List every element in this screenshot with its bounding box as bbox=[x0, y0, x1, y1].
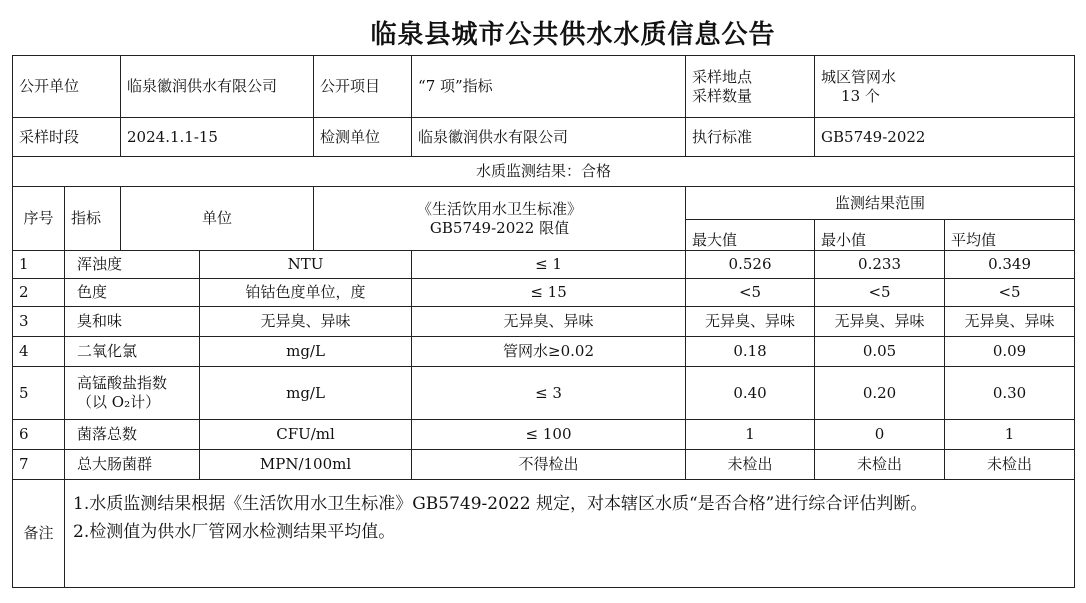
row-indicator-line2: （以 O₂计） bbox=[77, 393, 161, 411]
header-limit bbox=[314, 187, 686, 251]
standard-label: 执行标准 bbox=[686, 118, 815, 157]
row-max: 0.526 bbox=[686, 251, 815, 279]
period-label: 采样时段 bbox=[13, 118, 121, 157]
row-avg: <5 bbox=[945, 279, 1075, 307]
period-value: 2024.1.1-15 bbox=[121, 118, 314, 157]
row-indicator: 臭和味 bbox=[65, 307, 200, 337]
row-indicator: 二氧化氯 bbox=[65, 337, 200, 367]
row-limit: ≤ 100 bbox=[412, 420, 686, 450]
header-no: 序号 bbox=[13, 187, 65, 251]
open-unit-value: 临泉徽润供水有限公司 bbox=[121, 56, 314, 118]
row-avg: 0.30 bbox=[945, 367, 1075, 420]
row-max: 0.40 bbox=[686, 367, 815, 420]
row-min: 0 bbox=[815, 420, 945, 450]
row-indicator: 色度 bbox=[65, 279, 200, 307]
open-item-label: 公开项目 bbox=[314, 56, 412, 118]
page-title: 临泉县城市公共供水水质信息公告 bbox=[370, 20, 776, 50]
sample-location-label: 采样地点 bbox=[692, 67, 753, 86]
sample-location-value: 城区管网水 bbox=[821, 67, 897, 86]
header-limit-line2: GB5749-2022 限值 bbox=[429, 218, 570, 237]
open-item-value: “7 项”指标 bbox=[412, 56, 686, 118]
header-max: 最大值 bbox=[686, 220, 815, 251]
row-avg: 未检出 bbox=[945, 450, 1075, 480]
table-row bbox=[13, 367, 1075, 420]
row-max: 0.18 bbox=[686, 337, 815, 367]
header-unit: 单位 bbox=[121, 187, 314, 251]
row-avg: 0.09 bbox=[945, 337, 1075, 367]
row-avg: 0.349 bbox=[945, 251, 1075, 279]
result-summary: 水质监测结果：合格 bbox=[13, 157, 1075, 187]
row-limit: ≤ 1 bbox=[412, 251, 686, 279]
row-min: 0.20 bbox=[815, 367, 945, 420]
row-min: 0.05 bbox=[815, 337, 945, 367]
row-unit: 铂钴色度单位，度 bbox=[200, 279, 412, 307]
row-indicator: 总大肠菌群 bbox=[65, 450, 200, 480]
row-indicator bbox=[65, 367, 200, 420]
table-row bbox=[13, 279, 1075, 307]
note-line-1: 1.水质监测结果根据《生活饮用水卫生标准》GB5749-2022 规定，对本辖区水质“是否合格”进行综合评估判断。 bbox=[73, 494, 928, 514]
row-min: 0.233 bbox=[815, 251, 945, 279]
header-avg: 平均值 bbox=[945, 220, 1075, 251]
row-max: <5 bbox=[686, 279, 815, 307]
row-min: 未检出 bbox=[815, 450, 945, 480]
row-no: 4 bbox=[13, 337, 65, 367]
row-unit: mg/L bbox=[200, 337, 412, 367]
row-max: 1 bbox=[686, 420, 815, 450]
table-row bbox=[13, 251, 1075, 279]
note-line-2: 2.检测值为供水厂管网水检测结果平均值。 bbox=[73, 522, 396, 543]
header-limit-line1: 《生活饮用水卫生标准》 bbox=[417, 199, 583, 218]
table-row bbox=[13, 420, 1075, 450]
row-max: 无异臭、异味 bbox=[686, 307, 815, 337]
row-indicator: 菌落总数 bbox=[65, 420, 200, 450]
header-min: 最小值 bbox=[815, 220, 945, 251]
row-no: 7 bbox=[13, 450, 65, 480]
row-unit: CFU/ml bbox=[200, 420, 412, 450]
row-indicator-line1: 高锰酸盐指数 bbox=[77, 374, 168, 393]
open-unit-label: 公开单位 bbox=[13, 56, 121, 118]
row-unit: NTU bbox=[200, 251, 412, 279]
notes-label: 备注 bbox=[13, 480, 65, 588]
table-row bbox=[13, 450, 1075, 480]
header-indicator: 指标 bbox=[65, 187, 121, 251]
row-limit: 无异臭、异味 bbox=[412, 307, 686, 337]
row-unit: mg/L bbox=[200, 367, 412, 420]
sample-count-value: 13 个 bbox=[841, 86, 880, 105]
row-unit: MPN/100ml bbox=[200, 450, 412, 480]
row-min: <5 bbox=[815, 279, 945, 307]
sample-count-label: 采样数量 bbox=[692, 86, 753, 105]
row-avg: 无异臭、异味 bbox=[945, 307, 1075, 337]
header-range: 监测结果范围 bbox=[686, 187, 1075, 220]
row-limit: ≤ 3 bbox=[412, 367, 686, 420]
row-no: 3 bbox=[13, 307, 65, 337]
table-row bbox=[13, 337, 1075, 367]
standard-value: GB5749-2022 bbox=[815, 118, 1075, 157]
test-unit-label: 检测单位 bbox=[314, 118, 412, 157]
row-no: 1 bbox=[13, 251, 65, 279]
row-limit: ≤ 15 bbox=[412, 279, 686, 307]
row-unit: 无异臭、异味 bbox=[200, 307, 412, 337]
row-min: 无异臭、异味 bbox=[815, 307, 945, 337]
test-unit-value: 临泉徽润供水有限公司 bbox=[412, 118, 686, 157]
row-limit: 管网水≥0.02 bbox=[412, 337, 686, 367]
row-indicator: 浑浊度 bbox=[65, 251, 200, 279]
row-no: 5 bbox=[13, 367, 65, 420]
row-limit: 不得检出 bbox=[412, 450, 686, 480]
sample-location-count-values bbox=[815, 56, 1075, 118]
row-max: 未检出 bbox=[686, 450, 815, 480]
water-quality-table bbox=[12, 55, 1075, 588]
table-row bbox=[13, 307, 1075, 337]
row-no: 2 bbox=[13, 279, 65, 307]
notes-content bbox=[65, 480, 1075, 588]
sample-location-count-labels bbox=[686, 56, 815, 118]
row-no: 6 bbox=[13, 420, 65, 450]
row-avg: 1 bbox=[945, 420, 1075, 450]
